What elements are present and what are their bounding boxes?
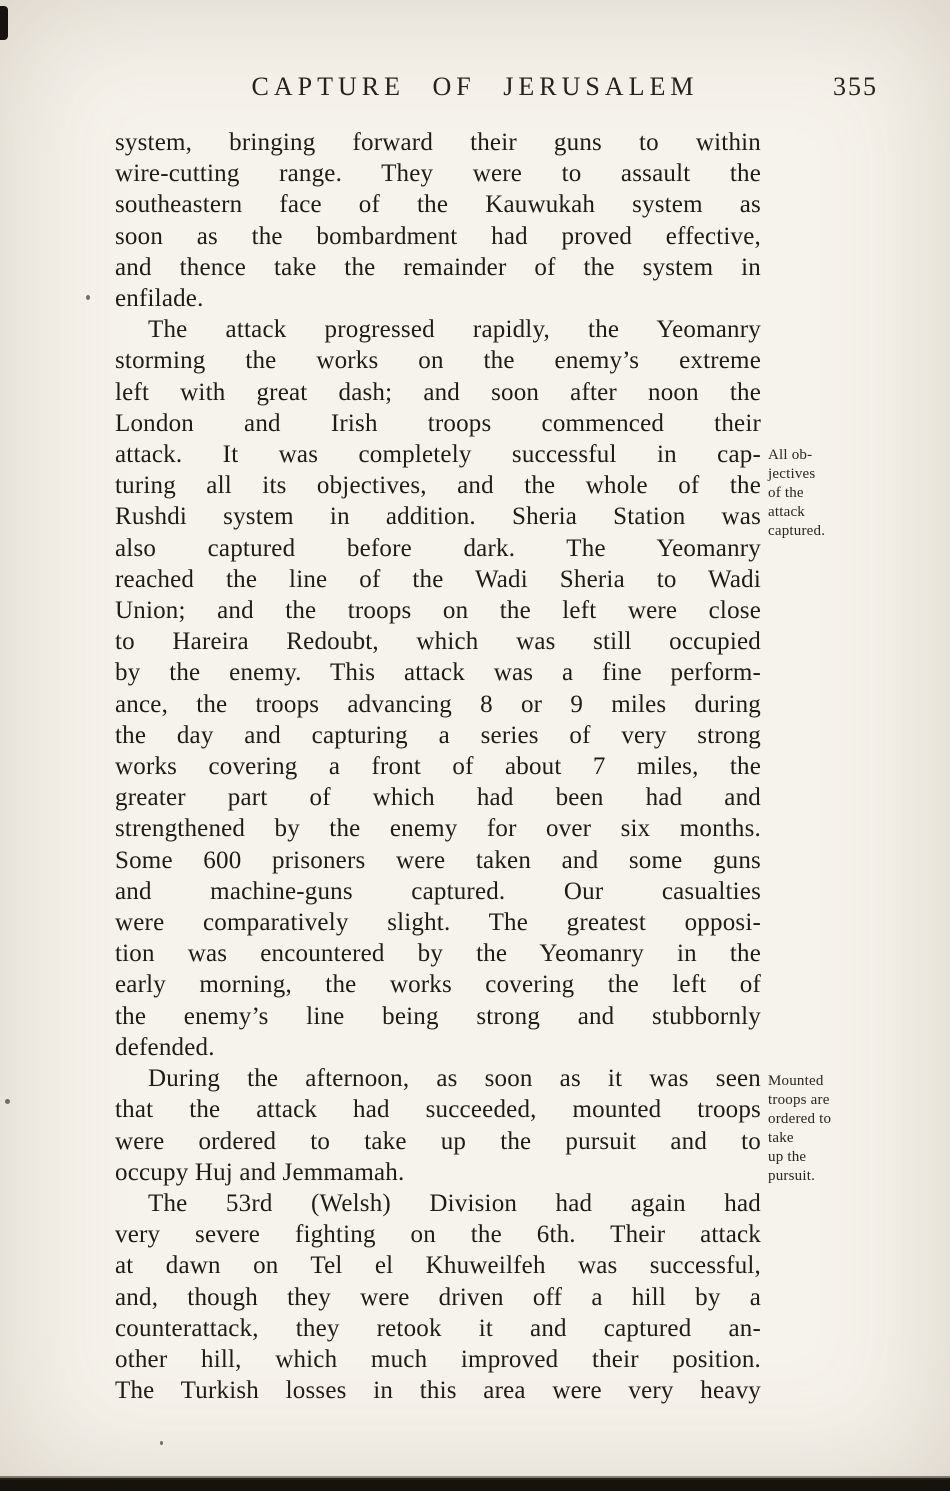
text-line: attack. It was completely successful in cap- [115, 441, 761, 469]
text-line: The attack progressed rapidly, the Yeomanry [148, 316, 761, 344]
text-line: turing all its objectives, and the whole of the [115, 472, 761, 500]
text-line: other hill, which much improved their position. [115, 1345, 761, 1373]
text-line: storming the works on the enemy’s extreme [115, 347, 761, 375]
text-line: and machine-guns captured. Our casualties [115, 877, 761, 905]
text-line: The 53rd (Welsh) Division had again had [148, 1189, 761, 1217]
margin-note-line: Mounted [768, 1073, 824, 1089]
text-line: London and Irish troops commenced their [115, 409, 761, 437]
text-line: system, bringing forward their guns to within [115, 129, 761, 156]
text-line: enfilade. [115, 285, 204, 313]
text-line: works covering a front of about 7 miles, the [115, 753, 761, 781]
text-line: tion was encountered by the Yeomanry in the [115, 940, 761, 968]
margin-note-line: of the [768, 485, 804, 501]
text-line: to Hareira Redoubt, which was still occupied [115, 628, 761, 656]
ink-speck [5, 1099, 10, 1104]
scan-edge-shadow [0, 1476, 950, 1480]
text-line: that the attack had succeeded, mounted troops [115, 1096, 761, 1124]
paragraph [115, 314, 761, 1063]
margin-note-line: troops are [768, 1092, 830, 1108]
text-line: left with great dash; and soon after noon the [115, 378, 761, 406]
margin-note-pursuit [768, 1072, 888, 1186]
text-line: southeastern face of the Kauwukah system as [115, 191, 761, 219]
ink-speck [160, 1441, 163, 1445]
text-line: defended. [115, 1033, 215, 1061]
text-line: early morning, the works covering the left of [115, 971, 761, 999]
text-line: the day and capturing a series of very strong [115, 721, 761, 749]
running-header: CAPTURE OF JERUSALEM [251, 72, 699, 101]
text-line: strengthened by the enemy for over six months. [115, 815, 761, 843]
text-line: by the enemy. This attack was a fine perform- [115, 659, 761, 687]
text-line: greater part of which had been had and [115, 784, 761, 812]
ink-speck [86, 295, 90, 300]
text-line: very severe fighting on the 6th. Their attack [115, 1221, 761, 1249]
margin-note-line: ordered to [768, 1111, 832, 1127]
text-line: at dawn on Tel el Khuweilfeh was successful, [115, 1252, 761, 1280]
text-line: The Turkish losses in this area were very heavy [115, 1377, 761, 1405]
margin-note-line: pursuit. [768, 1168, 816, 1184]
text-line: were ordered to take up the pursuit and to [115, 1127, 761, 1155]
margin-note-line: up the [768, 1149, 807, 1165]
page-number: 355 [833, 72, 878, 101]
text-line: counterattack, they retook it and captured an- [115, 1314, 761, 1342]
margin-note-line: take [768, 1130, 794, 1146]
text-line: Union; and the troops on the left were close [115, 597, 761, 625]
text-line: ance, the troops advancing 8 or 9 miles during [115, 690, 761, 718]
text-line: and, though they were driven off a hill by a [115, 1283, 761, 1311]
margin-note-objectives [768, 446, 888, 541]
text-line: and thence take the remainder of the system in [115, 253, 761, 281]
body-text [115, 127, 761, 1406]
text-line: Rushdi system in addition. Sheria Station was [115, 503, 761, 531]
text-line: During the afternoon, as soon as it was seen [148, 1065, 761, 1093]
text-line: were comparatively slight. The greatest opposi- [115, 909, 761, 937]
margin-note-line: captured. [768, 523, 826, 539]
text-line: the enemy’s line being strong and stubbornly [115, 1002, 761, 1030]
text-line: also captured before dark. The Yeomanry [115, 534, 761, 562]
margin-note-line: All ob- [768, 447, 813, 463]
scan-corner-artifact [0, 6, 8, 40]
margin-note-line: jectives [768, 466, 816, 482]
paragraph [115, 1188, 761, 1406]
text-line: soon as the bombardment had proved effective, [115, 222, 761, 250]
text-line: occupy Huj and Jemmamah. [115, 1158, 405, 1186]
text-line: wire-cutting range. They were to assault the [115, 160, 761, 188]
margin-note-line: attack [768, 504, 806, 520]
paragraph [115, 1063, 761, 1188]
paragraph [115, 127, 761, 314]
text-line: reached the line of the Wadi Sheria to Wadi [115, 565, 761, 593]
text-line: Some 600 prisoners were taken and some guns [115, 846, 761, 874]
